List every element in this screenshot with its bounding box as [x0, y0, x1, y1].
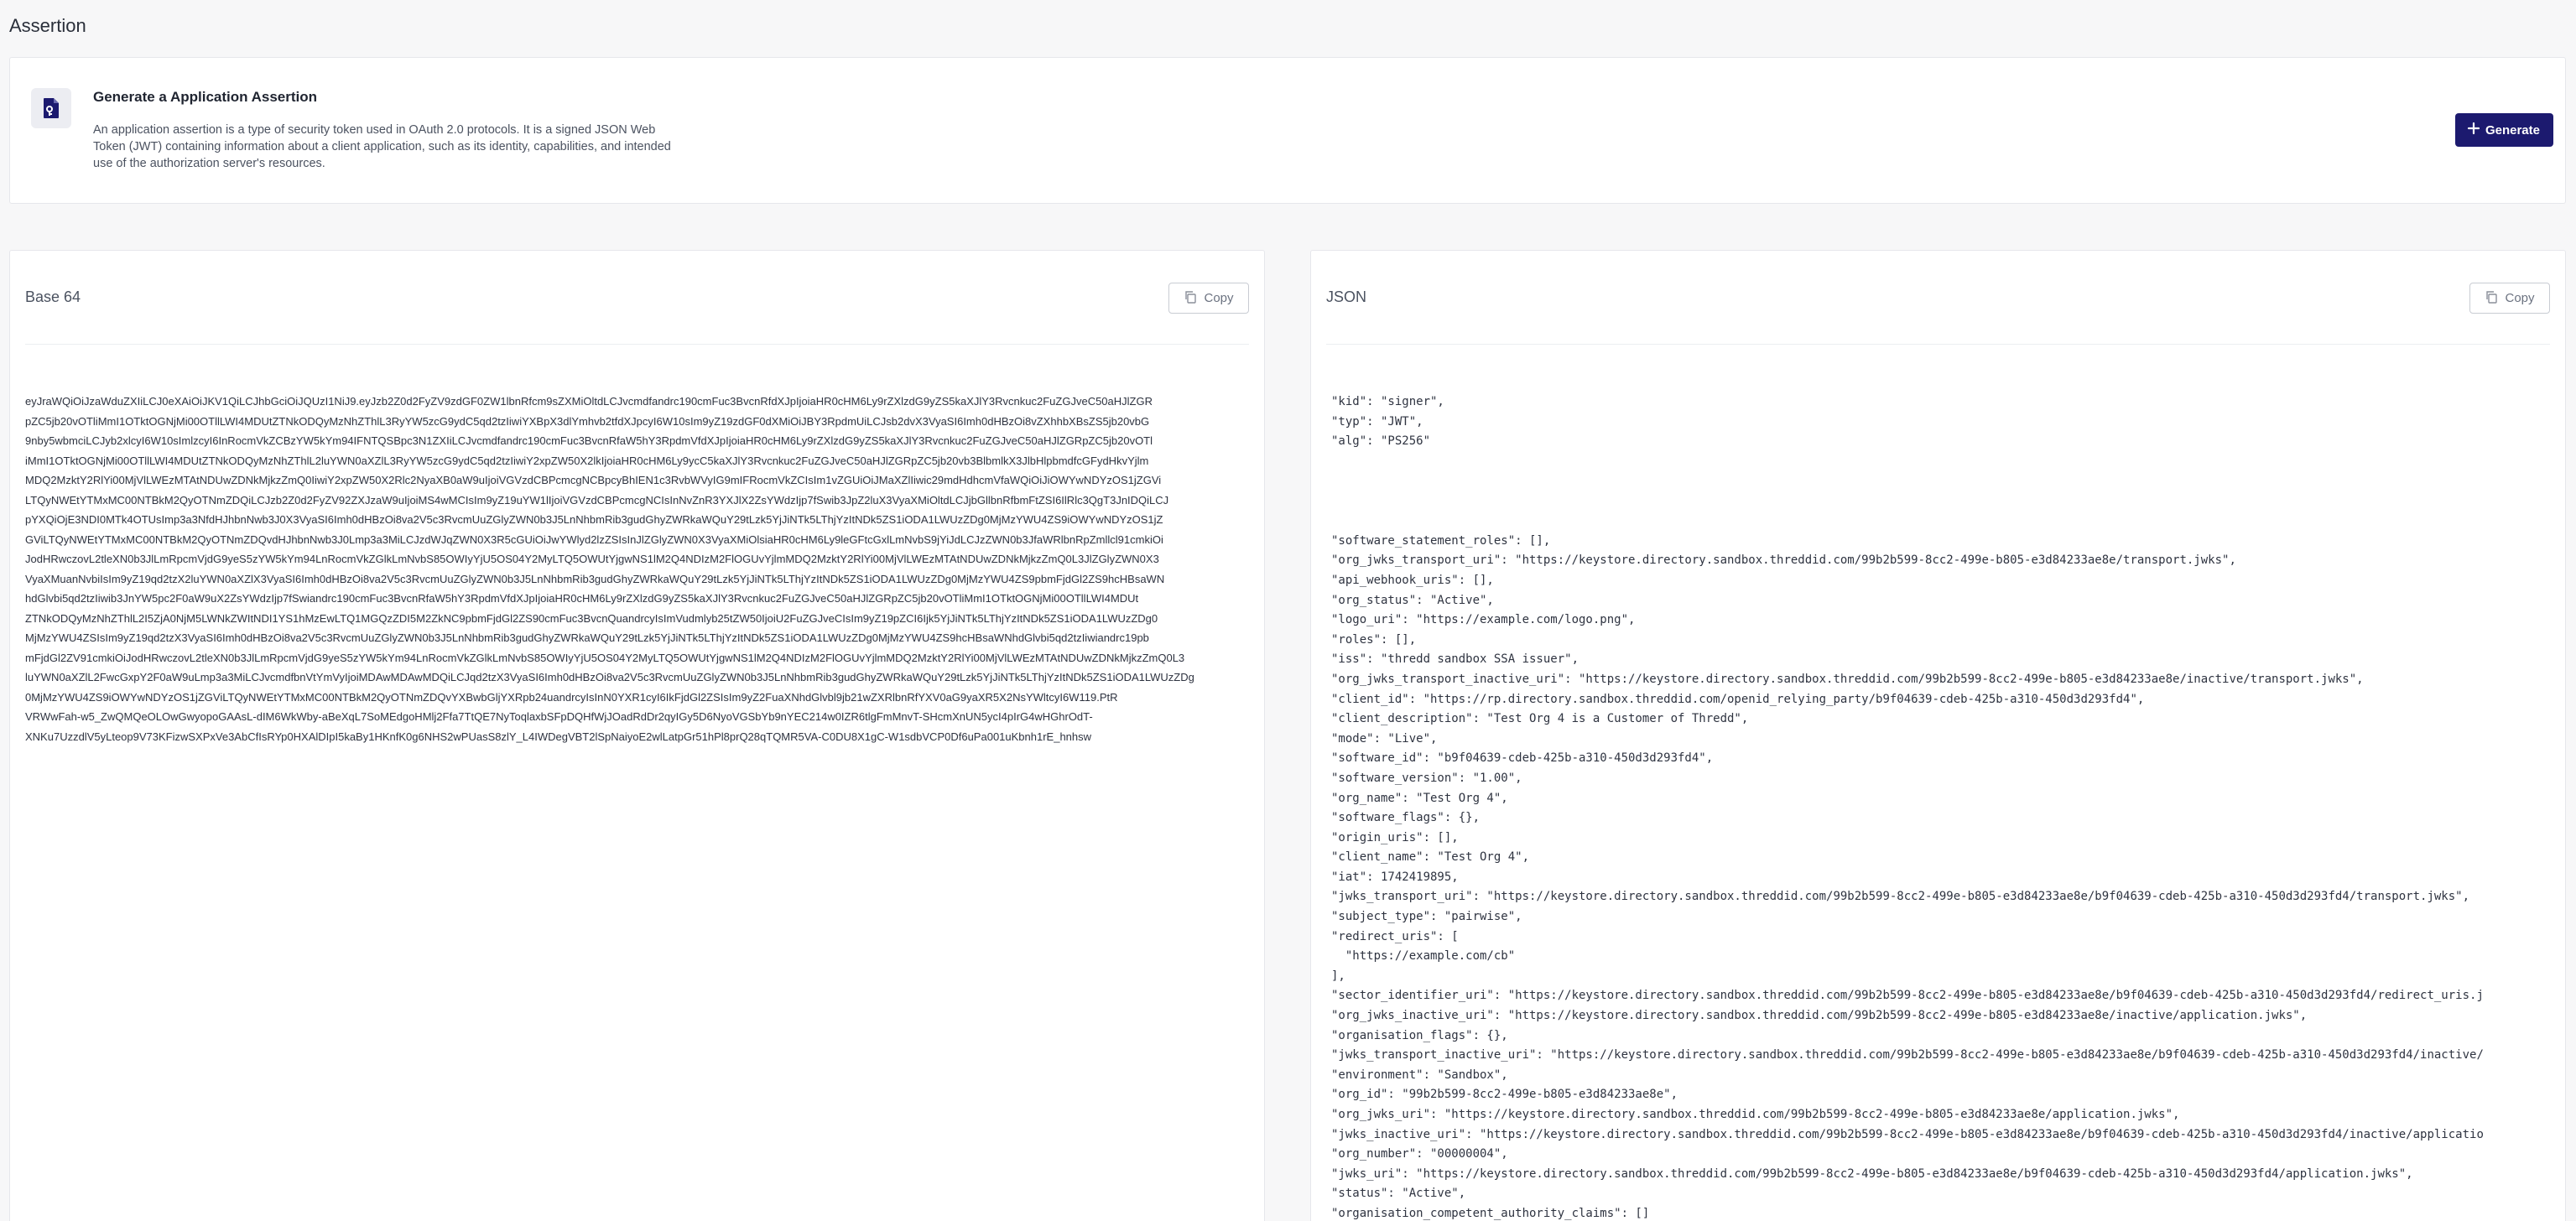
- json-line: "alg": "PS256": [1331, 434, 1431, 449]
- json-line: "client_name": "Test Org 4",: [1331, 850, 1530, 865]
- copy-base64-button[interactable]: [1168, 283, 1249, 314]
- json-line: "sector_identifier_uri": "https://keystore.directory.sandbox.threddid.com/99b2b599-8cc2-499e-b805-e3d84233ae8e/b9f04639-cdeb-425b-a310-450d3d293fd4/redirect_uris.j: [1331, 989, 2484, 1003]
- json-line: "software_id": "b9f04639-cdeb-425b-a310-450d3d293fd4",: [1331, 751, 1714, 766]
- json-line: "software_version": "1.00",: [1331, 771, 1522, 785]
- generate-assertion-card: [9, 57, 2566, 204]
- base64-line: LTQyNWEtYTMxMC00NTBkM2QyOTNmZDQiLCJzb2Z0d2FyZV92ZXJzaW9uIjoiMS4wMCIsIm9yZ19uYW1lIjoiVGVzdCBPcmcgNCIsInNvZnR3YXJlX2ZsYWdzIjp7fSwib3JpZ2luX3VyaXMiOltdLCJjbGllbnRfbmFtZSI6IlRlc3QgT3JnIDQiLCJ: [25, 493, 1169, 507]
- json-line: "typ": "JWT",: [1331, 414, 1423, 429]
- base64-line: luYWN0aXZlL2FwcGxpY2F0aW9uLmp3a3MiLCJvcmdfbnVtYmVyIjoiMDAwMDAwMDQiLCJqd2tzX3VyaSI6Imh0dHBzOi8va2V5c3RvcmUuZGlyZWN0b3J5LnNhbmRib3gudGhyZWRkaWQuY29tLzk5YjJiNTk5LThjYzItNDk5ZS1iODA1LWUzZDg: [25, 671, 1194, 683]
- json-line: "client_description": "Test Org 4 is a Customer of Thredd",: [1331, 712, 1749, 726]
- json-line: "subject_type": "pairwise",: [1331, 910, 1522, 924]
- json-line: "iat": 1742419895,: [1331, 870, 1459, 884]
- base64-line: pYXQiOjE3NDI0MTk4OTUsImp3a3NfdHJhbnNwb3J0X3VyaSI6Imh0dHBzOi8va2V5c3RvcmUuZGlyZWN0b3J5LnNhbmRib3gudGhyZWRkaWQuY29tLzk5YjJiNTk5LThjYzItNDk5ZS1iODA1LWUzZDg0MjMzYWU4ZS9iOWYwNDYzOS1jZ: [25, 513, 1163, 526]
- json-line: "iss": "thredd sandbox SSA issuer",: [1331, 652, 1579, 667]
- base64-line: VRWwFah-w5_ZwQMQeOLOwGwyopoGAAsL-dIM6WkWby-aBeXqL7SoMEdgoHMlj2Ffa7TtQE7NyToqlaxbSFpDQHfWjJOadRdDr2qyIGy5D6NyoVGSbYb9nYEC214w0IZR6tlgFmMnvT-SHcmXnUN5ycI4pIrG4wHGhrOdT-: [25, 710, 1093, 723]
- base64-panel-title: Base 64: [25, 288, 81, 305]
- json-line: "org_jwks_uri": "https://keystore.directory.sandbox.threddid.com/99b2b599-8cc2-499e-b805-e3d84233ae8e/application.jwks",: [1331, 1108, 2180, 1121]
- json-line: "origin_uris": [],: [1331, 830, 1459, 844]
- base64-line: JodHRwczovL2tleXN0b3JlLmRpcmVjdG9yeS5zYW5kYm94LnRocmVkZGlkLmNvbS85OWIyYjU5OS04Y2MyLTQ5OWUtYjgwNS1lM2Q4NDIzM2FlOGUvYjlmMDQ2MzktY2RlYi00MjVlLWEzMTAtNDUwZDNkMjkzZmQ0L3JlZGlyZWN0X3: [25, 553, 1159, 565]
- json-line: "org_status": "Active",: [1331, 593, 1494, 607]
- json-line: "organisation_flags": {},: [1331, 1028, 1508, 1042]
- base64-line: GViLTQyNWEtYTMxMC00NTBkM2QyOTNmZDQvdHJhbnNwb3J0Lmp3a3MiLCJzdWJqZWN0X3R5cGUiOiJwYWlyd2lzZSIsInJlZGlyZWN0X3VyaXMiOlsiaHR0cHM6Ly9leGFtcGxlLmNvbS9jYiJdLCJzZWN0b3JfaWRlbnRpZmllcl91cmkiOi: [25, 533, 1163, 546]
- base64-panel: [9, 250, 1265, 1221]
- json-output: [1331, 392, 2556, 1221]
- generate-button[interactable]: [2455, 113, 2553, 147]
- base64-line: eyJraWQiOiJzaWduZXIiLCJ0eXAiOiJKV1QiLCJhbGciOiJQUzI1NiJ9.eyJzb2Z0d2FyZV9zdGF0ZW1lbnRfcm9sZXMiOltdLCJvcmdfandrc190cmFuc3BvcnRfdXJpIjoiaHR0cHM6Ly9rZXlzdG9yZS5kaXJlY3Rvcnkuc2FuZGJveC50aHJlZGR: [25, 395, 1153, 408]
- base64-line: VyaXMuanNvbiIsIm9yZ19qd2tzX2luYWN0aXZlX3VyaSI6Imh0dHBzOi8va2V5c3RvcmUuZGlyZWN0b3J5LnNhbmRib3gudGhyZWRkaWQuY29tLzk5YjJiNTk5LThjYzItNDk5ZS1iODA1LWUzZDg0MjMzYWU4ZS9pbmFjdGl2ZS9hcHBsaWN: [25, 572, 1165, 585]
- json-section-gap: [1331, 452, 2556, 532]
- json-line: "jwks_inactive_uri": "https://keystore.directory.sandbox.threddid.com/99b2b599-8cc2-499e-b805-e3d84233ae8e/b9f04639-cdeb-425b-a310-450d3d293fd4/inactive/applicatio: [1331, 1127, 2484, 1141]
- base64-line: iMmI1OTktOGNjMi00OTllLWI4MDUtZTNkODQyMzNhZThlL2luYWN0aXZlL3RyYW5zcG9ydC5qd2tzIiwiY2xpZW50X2lkIjoiaHR0cHM6Ly9ycC5kaXJlY3Rvcnkuc2FuZGJveC50aHJlZGRpZC5jb20vb3BlbmlkX3JlbHlpbmdfcGFydHkvYjlm: [25, 454, 1149, 467]
- base64-line: mFjdGl2ZV91cmkiOiJodHRwczovL2tleXN0b3JlLmRpcmVjdG9yeS5zYW5kYm94LnRocmVkZGlkLmNvbS85OWIyYjU5OS04Y2MyLTQ5OWUtYjgwNS1lM2Q4NDIzM2FlOGUvYjlmMDQ2MzktY2RlYi00MjVlLWEzMTAtNDUwZDNkMjkzZmQ0L3: [25, 651, 1185, 664]
- copy-icon: [2485, 290, 2498, 307]
- base64-line: pZC5jb20vOTliMmI1OTktOGNjMi00OTllLWI4MDUtZTNkODQyMzNhZThlL3RyYW5zcG9ydC5qd2tzIiwiYXBpX3dlYmhvb2tfdXJpcyI6W10sIm9yZ19zdGF0dXMiOiJBY3RpdmUiLCJsb2dvX3VyaSI6Imh0dHBzOi8vZXhhbXBsZS5jb20vbG: [25, 414, 1150, 428]
- json-line: "org_name": "Test Org 4",: [1331, 791, 1508, 805]
- json-line: "kid": "signer",: [1331, 395, 1444, 408]
- generate-button-label: Generate: [2485, 122, 2540, 138]
- generate-description: An application assertion is a type of security token used in OAuth 2.0 protocols. It is a signed JSON Web Token (JWT) containing information about a client application, such as its identity, capabilities, and intended use of the authorization server's resources.: [93, 123, 671, 170]
- base64-line: XNKu7UzzdlV5yLteop9V73KFizwSXPxVe3AbCfIsRYp0HXAlDIpI5kaBy1HKnfK0g6NHS2wPUasS8zlY_L4IWDegVBT2lSpNaiyoE2wlLatpGr51hPl8prQ28qTQMR5VA-C0DU8X1gC-W1sdbVCP0Df6uPa001uKbnh1rE_hnhsw: [25, 730, 1092, 743]
- base64-line: MDQ2MzktY2RlYi00MjVlLWEzMTAtNDUwZDNkMjkzZmQ0IiwiY2xpZW50X2Rlc2NyaXB0aW9uIjoiVGVzdCBPcmcgNCBpcyBhIEN1c3RvbWVyIG9mIFRocmVkZCIsIm1vZGUiOiJMaXZlIiwic29mdHdhcmVfaWQiOiJiOWYwNDYzOS1jZGVi: [25, 474, 1162, 486]
- base64-line: hdGlvbi5qd2tzIiwib3JnYW5pc2F0aW9uX2ZsYWdzIjp7fSwiandrc190cmFuc3BvcnRfaW5hY3RpdmVfdXJpIjoiaHR0cHM6Ly9rZXlzdG9yZS5kaXJlY3Rvcnkuc2FuZGJveC50aHJlZGRpZC5jb20vOTliMmI1OTktOGNjMi00OTllLWI4MDUt: [25, 592, 1139, 605]
- json-line: "status": "Active",: [1331, 1187, 1466, 1201]
- json-panel: [1310, 250, 2566, 1221]
- plus-icon: [2467, 122, 2480, 138]
- json-line: "https://example.com/cb": [1331, 949, 1516, 964]
- json-line: "redirect_uris": [: [1331, 929, 1459, 943]
- base64-line: MjMzYWU4ZSIsIm9yZ19qd2tzX3VyaSI6Imh0dHBzOi8va2V5c3RvcmUuZGlyZWN0b3J5LnNhbmRib3gudGhyZWRkaWQuY29tLzk5YjJiNTk5LThjYzItNDk5ZS1iODA1LWUzZDg0MjMzYWU4ZS9hcHBsaWNhdGlvbi5qd2tzIiwiandrc19pb: [25, 631, 1149, 644]
- json-line: "environment": "Sandbox",: [1331, 1068, 1508, 1082]
- json-line: "org_id": "99b2b599-8cc2-499e-b805-e3d84233ae8e",: [1331, 1088, 1678, 1102]
- base64-line: 0MjMzYWU4ZS9iOWYwNDYzOS1jZGViLTQyNWEtYTMxMC00NTBkM2QyOTNmZDQvYXBwbGljYXRpb24uandrcyIsInN0YXR1cyI6IkFjdGl2ZSIsIm9yZ2FuaXNhdGlvbl9jb21wZXRlbnRfYXV0aG9yaXR5X2NsYWltcyI6W119.PtR: [25, 690, 1118, 704]
- json-line: "jwks_transport_inactive_uri": "https://keystore.directory.sandbox.threddid.com/99b2b599-8cc2-499e-b805-e3d84233ae8e/b9f04639-cdeb-425b-a310-450d3d293fd4/inactive/: [1331, 1048, 2484, 1063]
- copy-json-label: Copy: [2505, 291, 2535, 305]
- json-line: "jwks_transport_uri": "https://keystore.directory.sandbox.threddid.com/99b2b599-8cc2-499e-b805-e3d84233ae8e/b9f04639-cdeb-425b-a310-450d3d293fd4/transport.jwks",: [1331, 890, 2470, 904]
- base64-line: 9nby5wbmciLCJyb2xlcyI6W10sImlzcyI6InRocmVkZCBzYW5kYm94IFNTQSBpc3N1ZXIiLCJvcmdfandrc190cmFuc3BvcnRfaW5hY3RpdmVfdXJpIjoiaHR0cHM6Ly9rZXlzdG9yZS5kaXJlY3Rvcnkuc2FuZGJveC50aHJlZGRpZC5jb20vOTl: [25, 434, 1153, 447]
- json-line: "logo_uri": "https://example.com/logo.png",: [1331, 613, 1636, 627]
- page-title: Assertion: [9, 15, 86, 36]
- json-line: "client_id": "https://rp.directory.sandbox.threddid.com/openid_relying_party/b9f04639-cdeb-425b-a310-450d3d293fd4",: [1331, 692, 2145, 706]
- copy-base64-label: Copy: [1204, 291, 1234, 305]
- divider: [25, 344, 1249, 345]
- copy-icon: [1184, 290, 1197, 307]
- json-line: "software_flags": {},: [1331, 811, 1481, 825]
- generate-title: Generate a Application Assertion: [93, 89, 318, 105]
- json-line: "org_jwks_transport_uri": "https://keystore.directory.sandbox.threddid.com/99b2b599-8cc2-499e-b805-e3d84233ae8e/transport.jwks",: [1331, 553, 2236, 568]
- json-line: "org_jwks_transport_inactive_uri": "https://keystore.directory.sandbox.threddid.com/99b2b599-8cc2-499e-b805-e3d84233ae8e/inactive/transport.jwks",: [1331, 672, 2364, 686]
- json-panel-title: JSON: [1326, 288, 1367, 305]
- json-line: "api_webhook_uris": [],: [1331, 573, 1494, 587]
- divider: [1326, 344, 2550, 345]
- document-key-icon: [31, 88, 71, 128]
- base64-line: ZTNkODQyMzNhZThlL2I5ZjA0NjM5LWNkZWItNDI1YS1hMzEwLTQ1MGQzZDI5M2ZkNC9pbmFjdGl2ZS90cmFuc3BvcnQuandrcyIsImVudmlyb25tZW50IjoiU2FuZGJveCIsIm9yZ19pZCI6Ijk5YjJiNTk5LThjYzItNDk5ZS1iODA1LWUzZDg0: [25, 611, 1158, 625]
- json-line: ],: [1331, 969, 1345, 983]
- copy-json-button[interactable]: [2469, 283, 2550, 314]
- json-line: "org_number": "00000004",: [1331, 1147, 1508, 1161]
- base64-output: [25, 392, 1250, 746]
- json-line: "software_statement_roles": [],: [1331, 533, 1551, 548]
- json-line: "jwks_uri": "https://keystore.directory.sandbox.threddid.com/99b2b599-8cc2-499e-b805-e3d84233ae8e/b9f04639-cdeb-425b-a310-450d3d293fd4/application.jwks",: [1331, 1166, 2413, 1181]
- json-line: "organisation_competent_authority_claims": []: [1331, 1206, 1650, 1220]
- json-line: "roles": [],: [1331, 632, 1417, 647]
- json-line: "mode": "Live",: [1331, 731, 1438, 746]
- json-line: "org_jwks_inactive_uri": "https://keystore.directory.sandbox.threddid.com/99b2b599-8cc2-499e-b805-e3d84233ae8e/inactive/application.jwks",: [1331, 1009, 2308, 1023]
